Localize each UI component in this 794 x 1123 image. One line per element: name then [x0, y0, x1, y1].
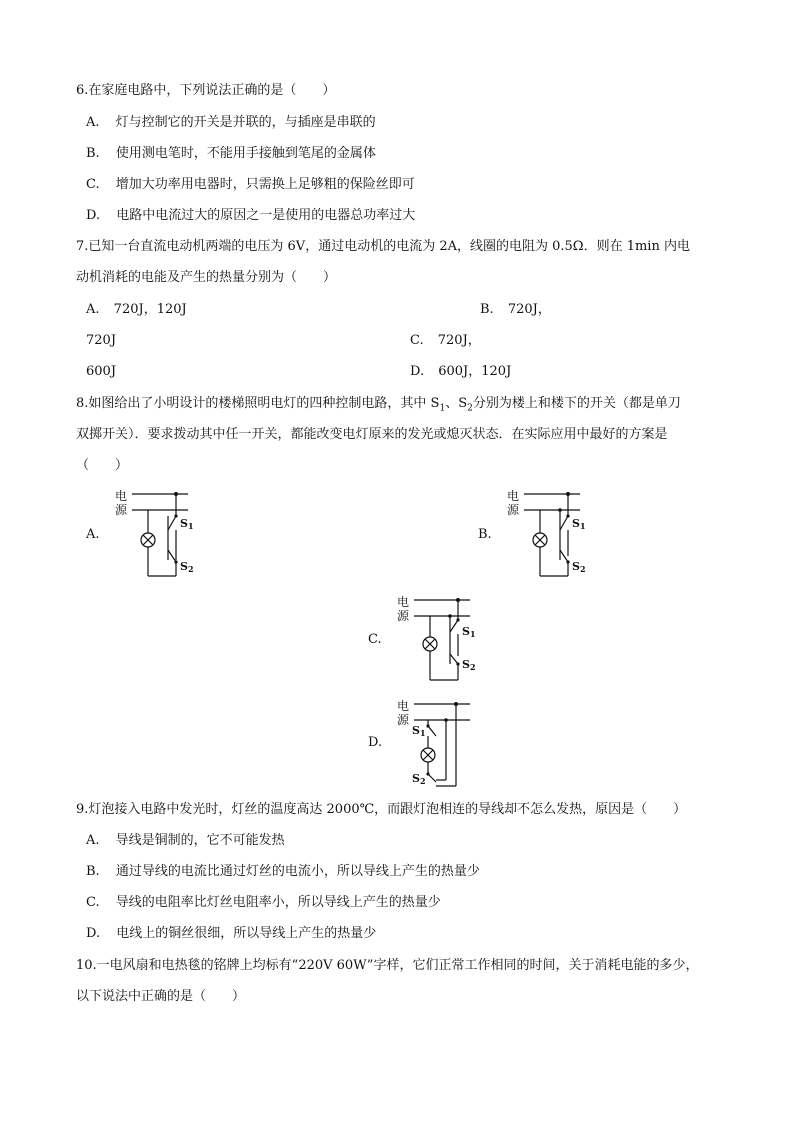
option-text: 导线是铜制的，它不可能发热: [115, 833, 285, 848]
option-letter: D.: [86, 926, 101, 941]
q7-option-c-cont: 600J: [86, 364, 117, 379]
switch-label-s1: [180, 517, 194, 531]
q6-option-b: [86, 144, 376, 164]
q7-option-b-cont: 720J: [86, 333, 117, 348]
q8-diagram-letter-b: B.: [478, 527, 492, 542]
switch-letter: S: [462, 625, 470, 638]
circuit-wires-c: [392, 592, 492, 688]
q8-stem-line3: （ ）: [76, 458, 129, 473]
option-text: 灯与控制它的开关是并联的，与插座是串联的: [115, 115, 376, 130]
switch-letter: S: [462, 658, 470, 671]
switch-label-s2: [572, 560, 586, 574]
q8-stem-part: 、S: [445, 396, 468, 411]
q7-option-b: [480, 300, 551, 320]
switch-sub: 2: [579, 564, 586, 574]
option-letter: B.: [86, 864, 100, 879]
circuit-diagram-c: [392, 592, 492, 688]
source-label: 源: [397, 713, 410, 727]
source-label: 源: [397, 609, 410, 623]
q7-stem-line1: 7.已知一台直流电动机两端的电压为 6V，通过电动机的电流为 2A，线圈的电阻为 0.5Ω．则在 1min 内电: [76, 239, 690, 254]
option-text: 电线上的铜丝很细，所以导线上产生的热量少: [116, 926, 377, 941]
subscript: 1: [439, 403, 446, 414]
switch-label-s1: [462, 625, 476, 639]
circuit-diagram-d: [392, 696, 492, 792]
q6-option-c: [86, 175, 415, 195]
switch-label-s1: [572, 517, 586, 531]
option-letter: C.: [86, 177, 100, 192]
source-label: 电: [397, 595, 410, 609]
option-text: 720J，: [507, 302, 551, 317]
switch-sub: 1: [579, 521, 586, 531]
q8-stem-line2: 双掷开关）．要求拨动其中任一开关，都能改变电灯原来的发光或熄灭状态．在实际应用中最好的方案是: [76, 427, 668, 442]
switch-sub: 2: [419, 776, 426, 786]
q6-option-d: [86, 206, 415, 226]
q7-option-c: [410, 331, 481, 351]
source-label: 源: [507, 503, 520, 517]
option-letter: C.: [86, 895, 100, 910]
option-letter: B.: [480, 302, 494, 317]
switch-letter: S: [572, 517, 580, 530]
switch-letter: S: [180, 560, 188, 573]
switch-label-s2: [462, 658, 476, 672]
q9-option-c: [86, 893, 441, 913]
source-label: 电: [115, 489, 128, 503]
switch-sub: 2: [187, 564, 194, 574]
q9-stem: 9.灯泡接入电路中发光时，灯丝的温度高达 2000℃，而跟灯泡相连的导线却不怎么发热，原因是（ ）: [76, 802, 687, 817]
source-label: 电: [397, 699, 410, 713]
q8-diagram-letter-d: D.: [368, 735, 383, 750]
option-text: 使用测电笔时，不能用手接触到笔尾的金属体: [115, 146, 376, 161]
q10-stem-line1: 10.一电风扇和电热毯的铭牌上均标有“220V 60W”字样，它们正常工作相同的时间，关于消耗电能的多少，: [76, 958, 699, 973]
switch-sub: 2: [469, 662, 476, 672]
circuit-wires-b: [502, 486, 602, 582]
option-text: 增加大功率用电器时，只需换上足够粗的保险丝即可: [115, 177, 415, 192]
option-letter: A.: [86, 115, 100, 130]
switch-letter: S: [412, 772, 420, 785]
option-text: 通过导线的电流比通过灯丝的电流小，所以导线上产生的热量少: [115, 864, 480, 879]
q6-option-a: [86, 113, 376, 133]
q8-diagram-letter-a: A.: [86, 527, 100, 542]
circuit-wires-d: [392, 696, 492, 792]
option-text: 720J，120J: [113, 302, 187, 317]
subscript: 2: [467, 403, 473, 414]
option-letter: B.: [86, 146, 100, 161]
option-letter: D.: [86, 208, 101, 223]
switch-letter: S: [572, 560, 580, 573]
switch-label-s2: [412, 772, 426, 786]
switch-label-s2: [180, 560, 194, 574]
q9-option-d: [86, 924, 376, 944]
source-label: 源: [115, 503, 128, 517]
q10-stem-line2: 以下说法中正确的是（ ）: [76, 989, 246, 1004]
option-text: 600J，120J: [438, 364, 512, 379]
q7-option-a: [86, 300, 187, 320]
option-text: 电路中电流过大的原因之一是使用的电器总功率过大: [116, 208, 416, 223]
option-text: 导线的电阻率比灯丝电阻率小，所以导线上产生的热量少: [115, 895, 441, 910]
q6-stem: 6.在家庭电路中，下列说法正确的是（ ）: [76, 83, 336, 98]
switch-sub: 1: [187, 521, 194, 531]
circuit-wires-a: [110, 486, 210, 582]
q7-stem-line2: 动机消耗的电能及产生的热量分别为（ ）: [76, 270, 337, 285]
circuit-diagram-b: [502, 486, 602, 582]
q8-stem-line1: [76, 394, 681, 419]
option-letter: A.: [86, 302, 100, 317]
q7-option-d: [410, 362, 511, 382]
q8-diagram-letter-c: C.: [368, 632, 382, 647]
source-label: 电: [507, 489, 520, 503]
option-letter: C.: [410, 333, 424, 348]
q9-option-a: [86, 831, 285, 851]
circuit-diagram-a: [110, 486, 210, 582]
option-text: 720J，: [437, 333, 481, 348]
switch-letter: S: [412, 724, 420, 737]
switch-label-s1: [412, 724, 426, 738]
switch-letter: S: [180, 517, 188, 530]
option-letter: A.: [86, 833, 100, 848]
q9-option-b: [86, 862, 480, 882]
q8-stem-part: 8.如图给出了小明设计的楼梯照明电灯的四种控制电路，其中 S: [76, 396, 440, 411]
switch-sub: 1: [419, 728, 426, 738]
option-letter: D.: [410, 364, 425, 379]
switch-sub: 1: [469, 629, 476, 639]
q8-stem-part: 分别为楼上和楼下的开关（都是单刀: [472, 396, 681, 411]
